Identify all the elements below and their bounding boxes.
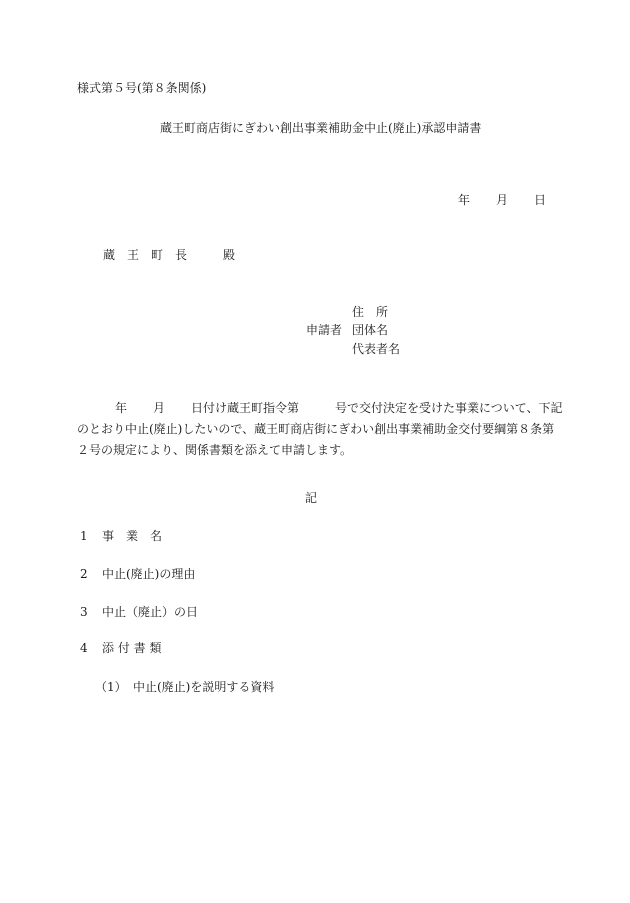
body-line-1-rest: 日付け蔵王町指令第 号で交付決定を受けた事業について、下記 [191, 401, 563, 415]
item-label: 中止(廃止)の理由 [102, 567, 196, 581]
addressee: 蔵 王 町 長 殿 [103, 248, 236, 262]
body-line-1 [77, 398, 563, 419]
body-line-2: のとおり中止(廃止)したいので、蔵王町商店街にぎわい創出事業補助金交付要綱第８条第 [77, 422, 555, 436]
sub-list-item [95, 681, 274, 693]
sub-item-number: （1） [95, 680, 127, 694]
body-year-label: 年 [115, 401, 128, 415]
item-number: 3 [80, 605, 88, 619]
date-month-label: 月 [496, 193, 509, 207]
item-label: 中止（廃止）の日 [102, 605, 199, 619]
applicant-label: 申請者 [306, 323, 343, 337]
body-line-3: ２号の規定により、関係書類を添えて申請します。 [77, 443, 353, 457]
list-item [80, 642, 161, 654]
applicant-group-row [306, 324, 388, 336]
date-line [458, 194, 546, 206]
item-number: 2 [80, 567, 88, 581]
item-label: 添 付 書 類 [102, 641, 162, 655]
item-number: 1 [80, 529, 88, 543]
group-name-label: 団体名 [352, 323, 389, 337]
representative-label: 代表者名 [352, 342, 401, 356]
date-day-label: 日 [534, 193, 547, 207]
sub-item-label: 中止(廃止)を説明する資料 [133, 680, 275, 694]
item-number: 4 [80, 641, 88, 655]
document-title: 蔵王町商店街にぎわい創出事業補助金中止(廃止)承認申請書 [160, 121, 482, 135]
list-item [80, 568, 195, 580]
date-year-label: 年 [458, 193, 471, 207]
body-month-label: 月 [153, 401, 166, 415]
list-item [80, 530, 162, 542]
list-item [80, 606, 198, 618]
address-label: 住 所 [352, 305, 389, 319]
form-number: 様式第５号(第８条関係) [77, 81, 207, 95]
item-label: 事 業 名 [102, 529, 163, 543]
body-paragraph [77, 398, 563, 461]
ki-heading: 記 [305, 491, 318, 505]
